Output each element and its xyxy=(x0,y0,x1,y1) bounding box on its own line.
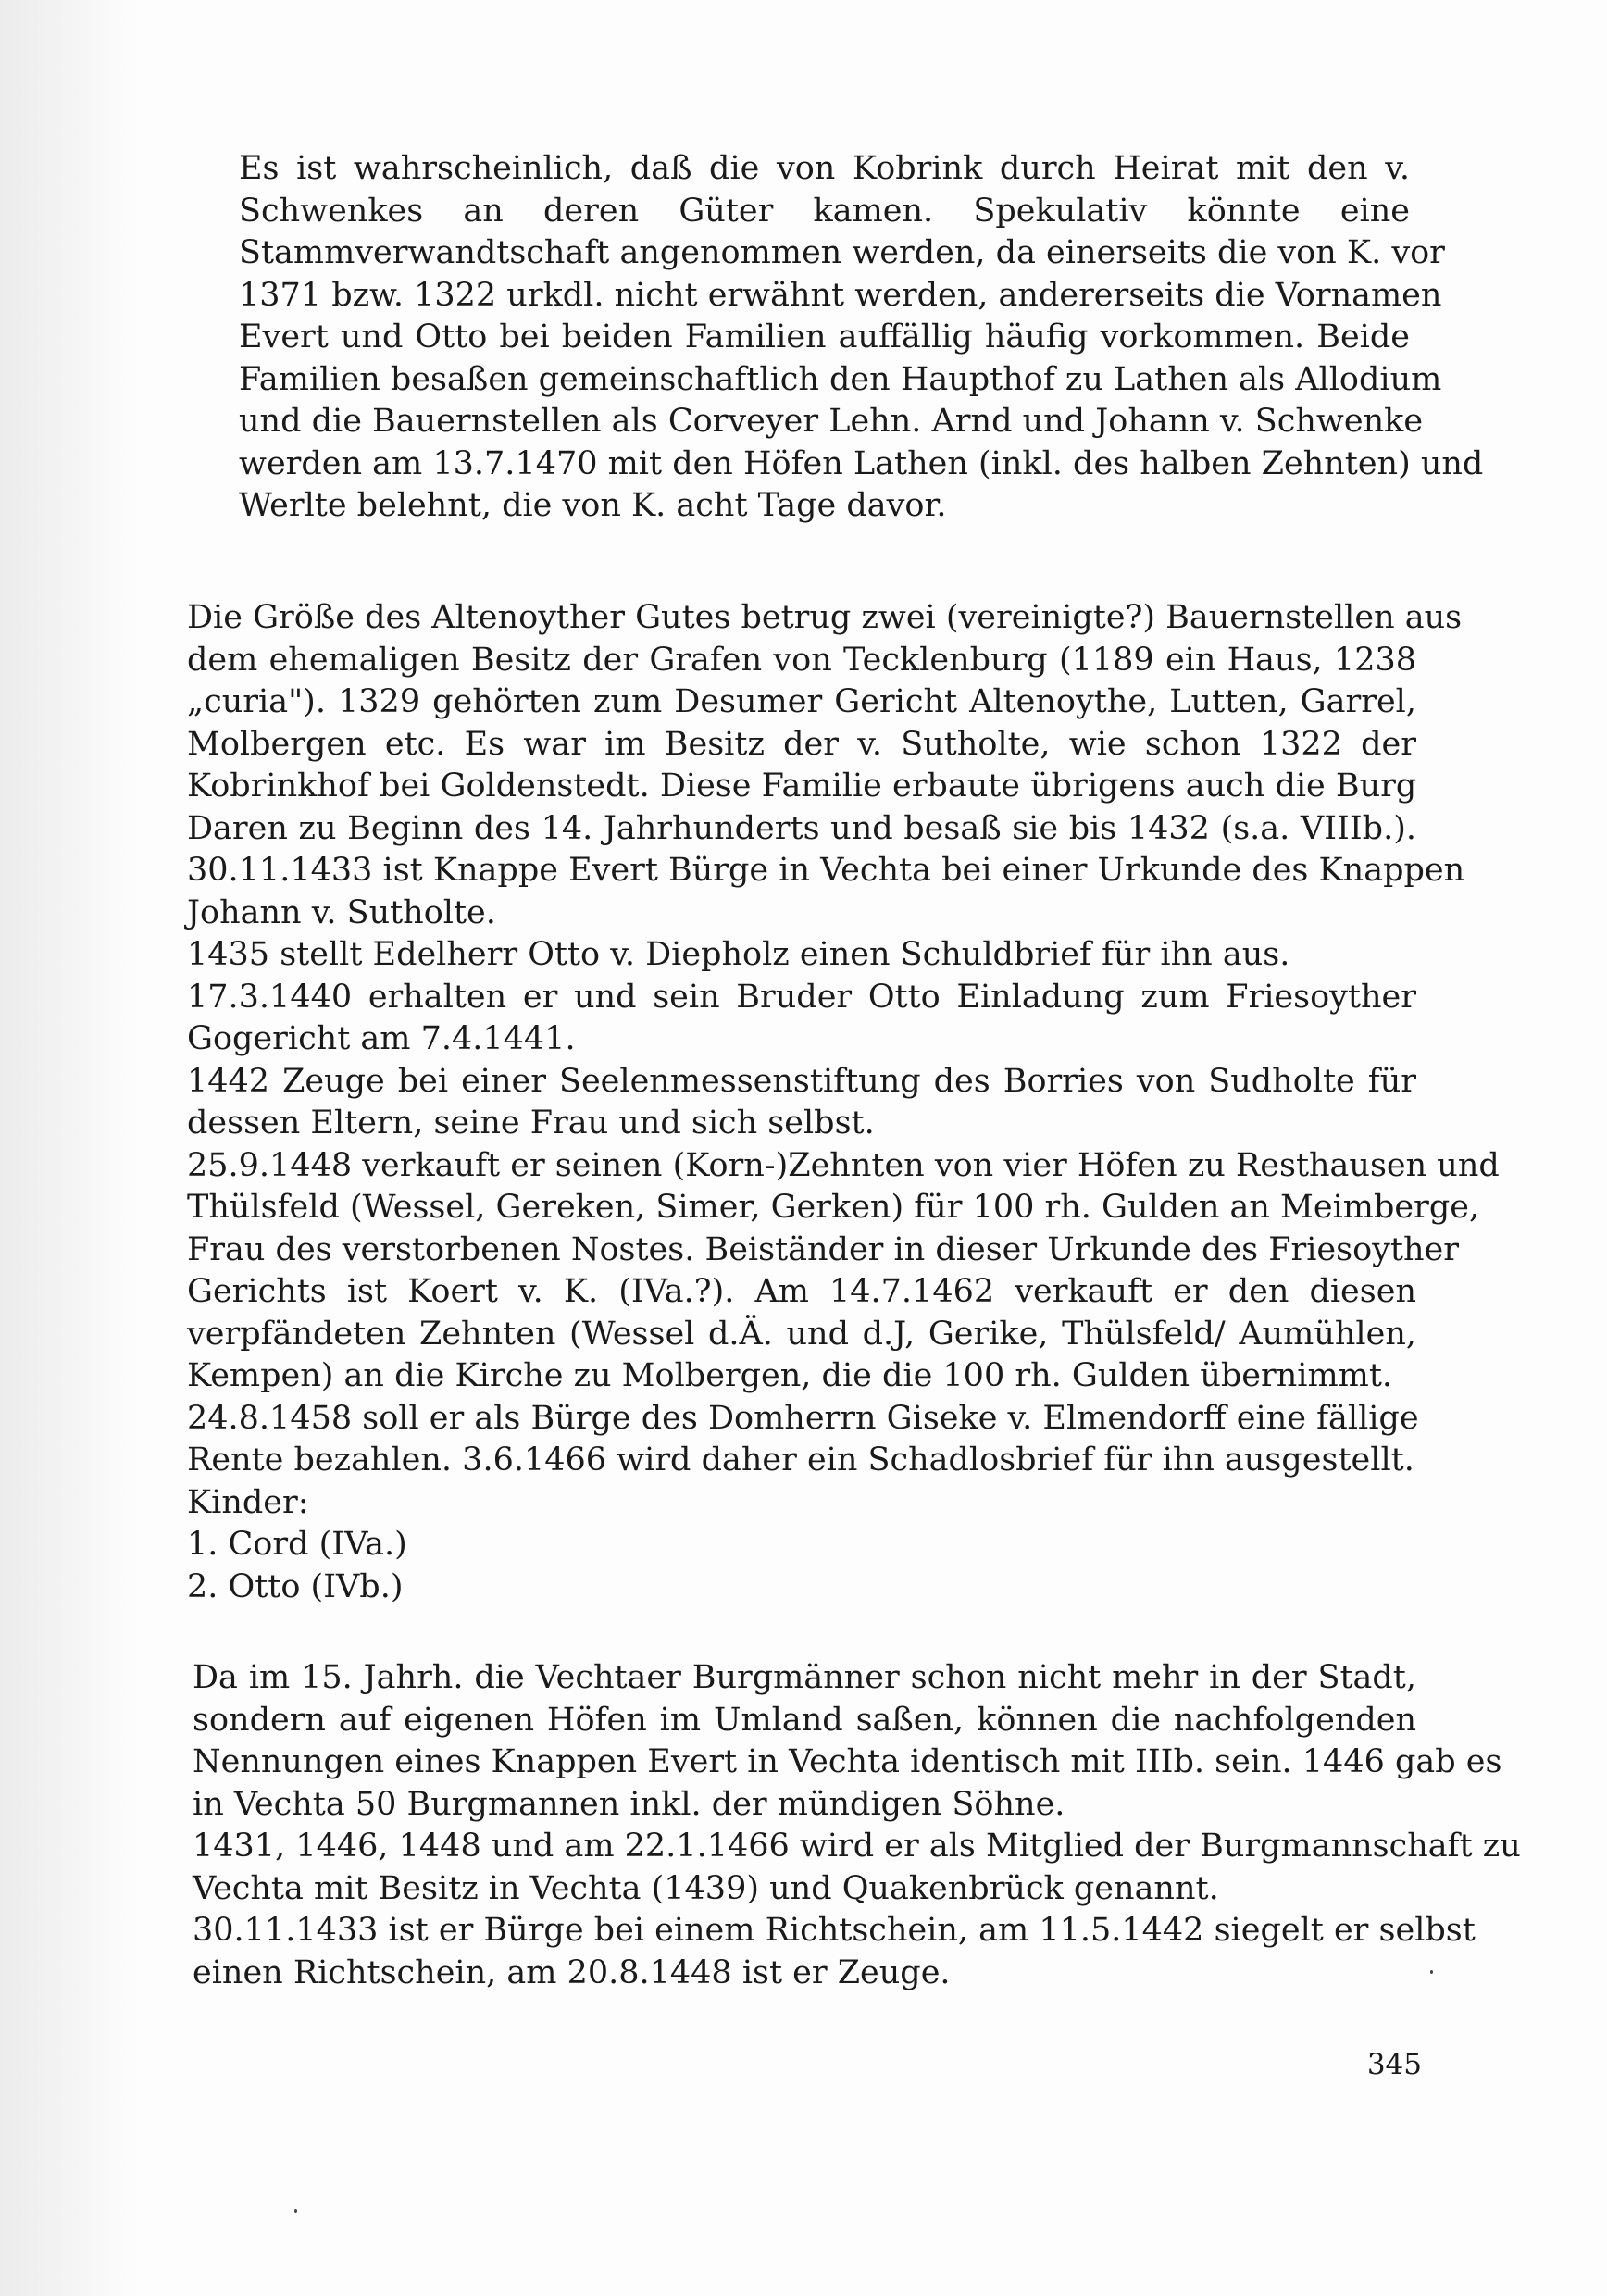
text-line: 17.3.1440 erhalten er und sein Bruder Otto Einladung zum Friesoyther xyxy=(187,978,1416,1016)
text-line: Molbergen etc. Es war im Besitz der v. Sutholte, wie schon 1322 der xyxy=(187,725,1416,763)
text-line: 30.11.1433 ist Knappe Evert Bürge in Vechta bei einer Urkunde des Knappen xyxy=(187,852,1465,889)
text-line: Es ist wahrscheinlich, daß die von Kobrink durch Heirat mit den v. xyxy=(239,150,1410,187)
text-line: Rente bezahlen. 3.6.1466 wird daher ein Schadlosbrief für ihn ausgestellt. xyxy=(187,1441,1414,1479)
text-line: 24.8.1458 soll er als Bürge des Domherrn Giseke v. Elmendorff eine fällige xyxy=(187,1399,1419,1437)
text-line: sondern auf eigenen Höfen im Umland saßen, können die nachfolgenden xyxy=(193,1701,1416,1739)
text-line: 25.9.1448 verkauft er seinen (Korn-)Zehnten von vier Höfen zu Resthausen und xyxy=(187,1146,1500,1184)
text-line: Johann v. Sutholte. xyxy=(187,893,496,931)
text-line: 2. Otto (IVb.) xyxy=(187,1567,404,1605)
text-line: Werlte belehnt, die von K. acht Tage davor. xyxy=(239,487,947,524)
text-line: 30.11.1433 ist er Bürge bei einem Richtschein, am 11.5.1442 siegelt er selbst xyxy=(193,1912,1476,1949)
text-line: einen Richtschein, am 20.8.1448 ist er Zeuge. xyxy=(193,1953,951,1991)
text-line: Frau des verstorbenen Nostes. Beiständer in dieser Urkunde des Friesoyther xyxy=(187,1230,1459,1268)
text-line: „curia"). 1329 gehörten zum Desumer Gericht Altenoythe, Lutten, Garrel, xyxy=(187,683,1416,720)
text-line: Nennungen eines Knappen Evert in Vechta identisch mit IIIb. sein. 1446 gab es xyxy=(193,1743,1502,1780)
text-line: Familien besaßen gemeinschaftlich den Haupthof zu Lathen als Allodium xyxy=(239,360,1442,398)
text-line: Gogericht am 7.4.1441. xyxy=(187,1020,576,1057)
text-line: Daren zu Beginn des 14. Jahrhunderts und besaß sie bis 1432 (s.a. VIIIb.). xyxy=(187,809,1416,847)
text-line: Vechta mit Besitz in Vechta (1439) und Quakenbrück genannt. xyxy=(193,1869,1219,1907)
text-line: Gerichts ist Koert v. K. (IVa.?). Am 14.7.1462 verkauft er den diesen xyxy=(187,1273,1416,1310)
text-line: Da im 15. Jahrh. die Vechtaer Burgmänner schon nicht mehr in der Stadt, xyxy=(193,1659,1416,1696)
page-number: 345 xyxy=(1366,2048,1422,2081)
text-line: dem ehemaligen Besitz der Grafen von Tecklenburg (1189 ein Haus, 1238 xyxy=(187,641,1416,679)
text-line: Thülsfeld (Wessel, Gereken, Simer, Gerken) für 100 rh. Gulden an Meimberge, xyxy=(187,1189,1480,1226)
text-line: werden am 13.7.1470 mit den Höfen Lathen (inkl. des halben Zehnten) und xyxy=(239,444,1484,482)
text-line: 1435 stellt Edelherr Otto v. Diepholz einen Schuldbrief für ihn aus. xyxy=(187,936,1290,973)
text-line: und die Bauernstellen als Corveyer Lehn. Arnd und Johann v. Schwenke xyxy=(239,403,1424,440)
text-line: 1. Cord (IVa.) xyxy=(187,1526,407,1563)
text-line: Stammverwandtschaft angenommen werden, da einerseits die von K. vor xyxy=(239,234,1445,271)
text-line: in Vechta 50 Burgmannen inkl. der mündigen Söhne. xyxy=(193,1785,1065,1823)
text-line: dessen Eltern, seine Frau und sich selbst. xyxy=(187,1104,875,1142)
text-line: Die Größe des Altenoyther Gutes betrug zwei (vereinigte?) Bauernstellen aus xyxy=(187,599,1463,636)
text-line: Kobrinkhof bei Goldenstedt. Diese Familie erbaute übrigens auch die Burg xyxy=(187,767,1417,805)
text-line: Schwenkes an deren Güter kamen. Spekulativ könnte eine xyxy=(239,192,1410,230)
scan-speck xyxy=(1430,1970,1433,1974)
scan-speck xyxy=(294,2209,297,2213)
text-line: Kinder: xyxy=(187,1483,309,1521)
text-line: verpfändeten Zehnten (Wessel d.Ä. und d.J, Gerike, Thülsfeld/ Aumühlen, xyxy=(187,1315,1416,1353)
paragraph-vechtaer-burgmaenner xyxy=(193,1657,1521,1994)
scan-shadow xyxy=(0,0,139,2296)
text-line: Kempen) an die Kirche zu Molbergen, die die 100 rh. Gulden übernimmt. xyxy=(187,1357,1393,1394)
text-line: 1431, 1446, 1448 und am 22.1.1466 wird er als Mitglied der Burgmannschaft zu xyxy=(193,1828,1521,1865)
paragraph-altenoyther-gut xyxy=(187,597,1500,1608)
text-line: 1442 Zeuge bei einer Seelenmessenstiftung des Borries von Sudholte für xyxy=(187,1062,1416,1100)
paragraph-kobrink-schwenke xyxy=(239,148,1484,528)
text-line: Evert und Otto bei beiden Familien auffällig häufig vorkommen. Beide xyxy=(239,318,1410,356)
text-line: 1371 bzw. 1322 urkdl. nicht erwähnt werden, andererseits die Vornamen xyxy=(239,276,1442,314)
